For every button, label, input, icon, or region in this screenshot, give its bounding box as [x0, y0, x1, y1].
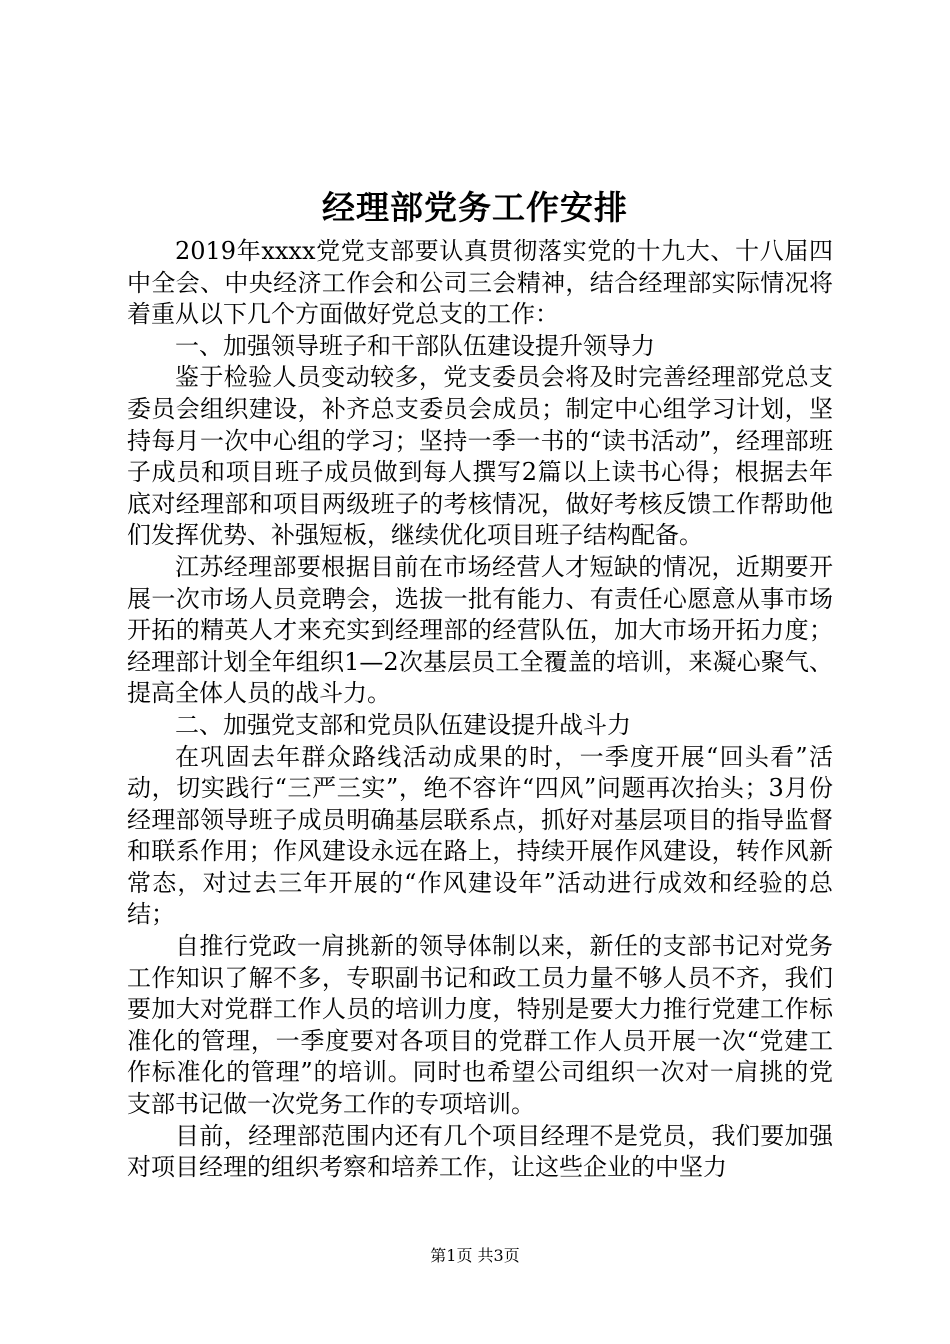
- paragraph-leadership: 鉴于检验人员变动较多，党支委员会将及时完善经理部党总支委员会组织建设，补齐总支委员会成员；制定中心组学习计划，坚持每月一次中心组的学习；坚持一季一书的“读书活动”，经理部班子成员和项目班子成员做到每人撰写2篇以上读书心得；根据去年底对经理部和项目两级班子的考核情况，做好考核反馈工作帮助他们发挥优势、补强短板，继续优化项目班子结构配备。: [127, 363, 833, 550]
- document-body: [127, 236, 833, 1184]
- paragraph-market: 江苏经理部要根据目前在市场经营人才短缺的情况，近期要开展一次市场人员竞聘会，选拔一批有能力、有责任心愿意从事市场开拓的精英人才来充实到经理部的经营队伍，加大市场开拓力度；经理部计划全年组织1—2次基层员工全覆盖的培训，来凝心聚气、提高全体人员的战斗力。: [127, 552, 833, 708]
- paragraph-training: 自推行党政一肩挑新的领导体制以来，新任的支部书记对党务工作知识了解不多，专职副书记和政工员力量不够人员不齐，我们要加大对党群工作人员的培训力度，特别是要大力推行党建工作标准化的管理，一季度要对各项目的党群工作人员开展一次“党建工作标准化的管理”的培训。同时也希望公司组织一次对一肩挑的党支部书记做一次党务工作的专项培训。: [127, 932, 833, 1119]
- section-heading-1: 一、加强领导班子和干部队伍建设提升领导力: [175, 331, 655, 360]
- document-title: 经理部党务工作安排: [322, 188, 628, 227]
- paragraph-project-managers: 目前，经理部范围内还有几个项目经理不是党员，我们要加强对项目经理的组织考察和培养工作，让这些企业的中坚力: [127, 1121, 833, 1182]
- section-heading-2: 二、加强党支部和党员队伍建设提升战斗力: [175, 710, 631, 739]
- page-footer: 第1页 共3页: [430, 1246, 520, 1265]
- paragraph-work-style: 在巩固去年群众路线活动成果的时，一季度开展“回头看”活动，切实践行“三严三实”，绝不容许“四风”问题再次抬头；3月份经理部领导班子成员明确基层联系点，抓好对基层项目的指导监督和联系作用；作风建设永远在路上，持续开展作风建设，转作风新常态，对过去三年开展的“作风建设年”活动进行成效和经验的总结；: [127, 742, 833, 929]
- paragraph-intro: 2019年xxxx党党支部要认真贯彻落实党的十九大、十八届四中全会、中央经济工作会和公司三会精神，结合经理部实际情况将着重从以下几个方面做好党总支的工作：: [127, 237, 833, 329]
